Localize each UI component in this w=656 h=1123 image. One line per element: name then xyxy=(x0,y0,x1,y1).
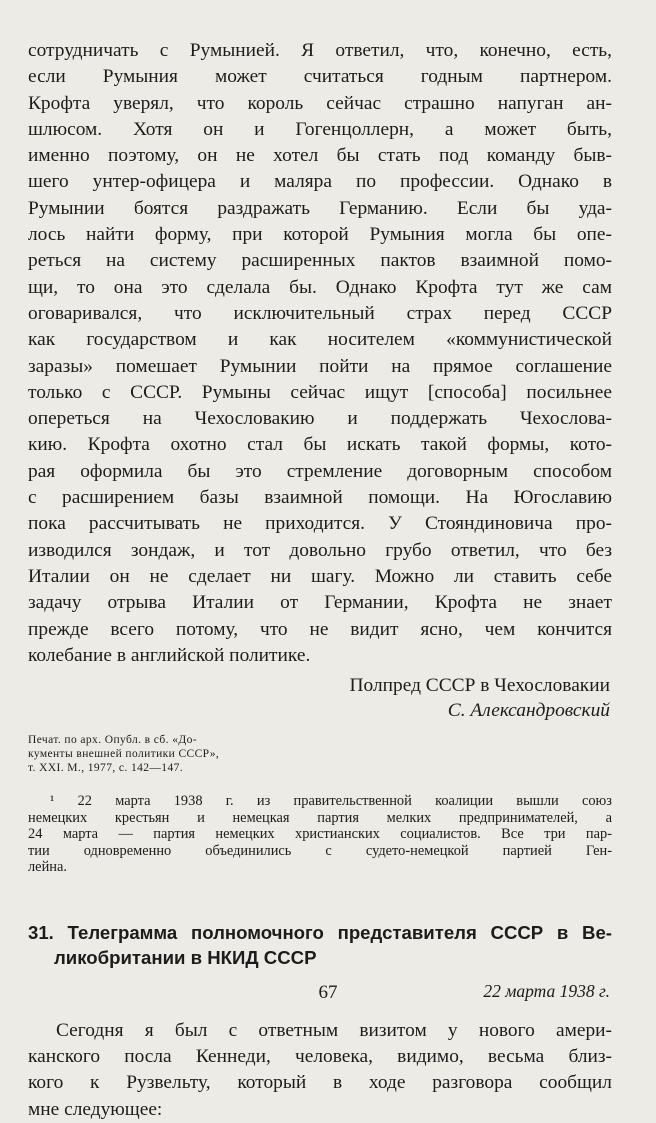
footnote-line: тии одновременно объединились с судето-немецкой партией Ген- xyxy=(28,842,612,859)
text-line: опереться на Чехословакию и поддержать Чехослова- xyxy=(28,408,612,430)
second-paragraph xyxy=(28,1018,612,1123)
text-line: Сегодня я был с ответным визитом у нового амери- xyxy=(56,1019,612,1041)
document-heading xyxy=(28,920,612,970)
archive-source-note xyxy=(28,733,278,775)
heading-line: ликобритании в НКИД СССР xyxy=(54,946,317,968)
text-line: задачу отрыва Италии от Германии, Крофта не знает xyxy=(28,592,612,614)
text-line: пока рассчитывать не приходится. У Стояндиновича про- xyxy=(28,513,612,535)
text-line: как государством и как носителем «коммунистической xyxy=(28,329,612,351)
text-line: мне следующее: xyxy=(28,1098,163,1120)
source-line: Печат. по арх. Опубл. в сб. «До- xyxy=(28,734,197,747)
text-line: шлюсом. Хотя он и Гогенцоллерн, а может быть, xyxy=(28,118,612,140)
text-line: щи, то она это сделала бы. Однако Крофта тут же сам xyxy=(28,276,612,298)
text-line: с расширением базы взаимной помощи. На Югославию xyxy=(28,487,612,509)
text-line: канского посла Кеннеди, человека, видимо, весьма близ- xyxy=(28,1045,612,1067)
signature-name: С. Александровский xyxy=(447,700,610,722)
text-line: кию. Крофта охотно стал бы искать такой формы, кото- xyxy=(28,434,612,456)
signature-title: Полпред СССР в Чехословакии xyxy=(349,675,610,697)
text-line: изводился зондаж, и тот довольно грубо ответил, что без xyxy=(28,539,612,561)
text-line: кого к Рузвельту, который в ходе разговора сообщил xyxy=(28,1072,612,1094)
heading-line: 31. Телеграмма полномочного представителя СССР в Ве- xyxy=(28,921,612,943)
text-line: реться на систему расширенных пактов взаимной помо- xyxy=(28,250,612,272)
text-line: только с СССР. Румыны сейчас ищут [способа] посильнее xyxy=(28,381,612,403)
text-line: рая оформила бы это стремление договорным способом xyxy=(28,460,612,482)
text-line: Крофта уверял, что король сейчас страшно напуган ан- xyxy=(28,92,612,114)
footnote xyxy=(28,793,612,876)
text-line: Румынии боятся раздражать Германию. Если бы уда- xyxy=(28,197,612,219)
text-line: оговаривался, что исключительный страх перед СССР xyxy=(28,302,612,324)
source-line: т. XXI. М., 1977, с. 142—147. xyxy=(28,762,184,775)
text-line: заразы» помешает Румынии пойти на прямое соглашение xyxy=(28,355,612,377)
text-line: именно поэтому, он не хотел бы стать под команду быв- xyxy=(28,145,612,167)
text-line: колебание в английской политике. xyxy=(28,644,311,666)
footnote-line: 24 марта — партия немецких христианских социалистов. Все три пар- xyxy=(28,826,612,843)
text-line: сотрудничать с Румынией. Я ответил, что, конечно, есть, xyxy=(28,40,612,61)
document-date: 22 марта 1938 г. xyxy=(483,980,610,1001)
source-line: кументы внешней политики СССР», xyxy=(28,748,220,761)
text-line: если Румыния может считаться годным партнером. xyxy=(28,66,612,88)
text-line: прежде всего потому, что не видит ясно, чем кончится xyxy=(28,618,612,640)
footnote-line: немецких крестьян и немецкая партия мелких предпринимателей, а xyxy=(28,809,612,826)
footnote-line: лейна. xyxy=(28,859,67,876)
page-number: 67 xyxy=(318,982,338,1003)
main-paragraph xyxy=(28,38,612,669)
footnote-line: ¹ 22 марта 1938 г. из правительственной коалиции вышли союз xyxy=(50,793,612,810)
signature-block xyxy=(28,673,612,723)
text-line: лось найти форму, при которой Румыния могла бы опе- xyxy=(28,224,612,246)
text-line: шего унтер-офицера и маляра по профессии. Однако в xyxy=(28,171,612,193)
text-line: Италии он не сделает ни шагу. Можно ли ставить себе xyxy=(28,565,612,587)
